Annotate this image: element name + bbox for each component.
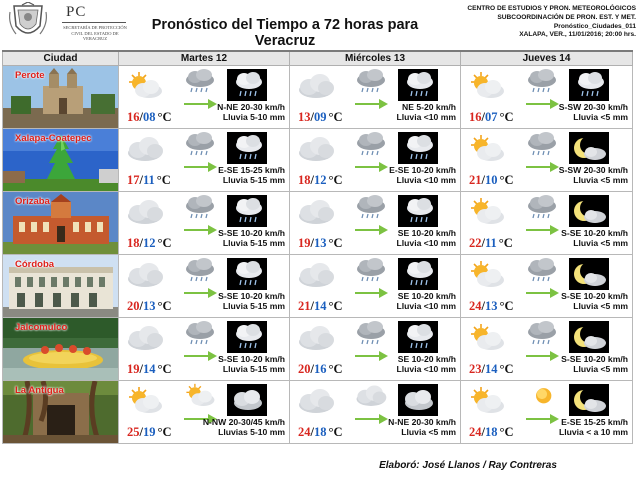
col-header-city: Ciudad [3,51,119,65]
wind-rain-info [561,228,628,248]
night-rain-icon [227,195,267,227]
rain-cloud-icon [354,131,388,157]
temp-separator: / [481,235,485,250]
temp-min: 08 [142,109,156,124]
rain-text: Lluvia <5 mm [573,237,628,248]
sun-cloud-icon [183,383,217,409]
footer-credits: Elaboró: José Llanos / Ray Contreras [379,460,557,471]
wind-rain-info [203,417,285,437]
wind-text: N-NW 20-30/45 km/h [202,416,285,427]
night-rain-icon [227,258,267,290]
city-name: Jalcomulco [15,321,68,333]
temperature [469,236,513,251]
arrow-right-icon [183,222,217,232]
forecast-cell [290,65,461,128]
cloud-icon [296,323,336,353]
table-header-row [3,51,633,65]
wind-rain-info [218,291,285,311]
rain-cloud-icon [183,131,217,157]
temp-unit: °C [157,109,172,124]
arrow-right-icon [525,411,559,421]
city-photo-frame [3,255,118,317]
temp-unit: °C [157,235,172,250]
temperature [469,110,514,125]
rain-text: Lluvia <10 mm [396,300,456,311]
temp-max: 20 [127,298,140,313]
rain-text: Lluvia 5-10 mm [222,111,285,122]
temp-max: 20 [298,361,311,376]
forecast-cell [461,65,633,128]
night-cloud-icon [227,384,267,416]
city-photo-frame [3,129,118,191]
temperature [127,110,172,125]
forecast-cell [461,254,633,317]
forecast-cell [290,128,461,191]
city-cell [3,317,119,380]
rain-cloud-icon [525,194,559,220]
rain-cloud-icon [525,68,559,94]
temp-separator: / [310,235,314,250]
temp-unit: °C [156,172,171,187]
temp-max: 24 [469,424,482,439]
temp-min: 09 [313,109,327,124]
forecast-cell [119,128,290,191]
wind-text: S-SE 10-20 km/h [561,290,628,301]
temp-max: 16 [469,109,482,124]
cloud-icon [354,383,388,409]
temp-min: 13 [313,235,327,250]
night-rain-icon [398,69,438,101]
wind-text: NE 5-20 km/h [402,101,456,112]
temp-unit: °C [498,235,513,250]
rain-cloud-icon [183,257,217,283]
rain-cloud-icon [525,131,559,157]
wind-rain-info [397,102,456,122]
rain-text: Lluvia 5-15 mm [222,237,285,248]
arrow-right-icon [354,222,388,232]
sun-cloud-icon [125,71,165,101]
table-row [3,191,633,254]
forecast-cell [119,191,290,254]
sun-icon [525,383,559,409]
forecast-cell [290,317,461,380]
sun-cloud-icon [467,386,507,416]
org-line: CENTRO DE ESTUDIOS Y PRON. METEOROLÓGICOS [467,5,636,12]
wind-text: N-NE 20-30 km/h [217,101,285,112]
temperature [127,299,172,314]
table-row [3,254,633,317]
night-rain-icon [398,195,438,227]
temperature [127,236,172,251]
wind-rain-info [218,354,285,374]
forecast-cell [290,191,461,254]
rain-cloud-icon [525,257,559,283]
rain-text: Lluvia <10 mm [396,363,456,374]
temp-max: 18 [127,235,140,250]
temp-max: 24 [298,424,311,439]
city-cell [3,191,119,254]
temperature [127,425,172,440]
cloud-icon [296,260,336,290]
city-name: Orizaba [15,195,50,207]
temperature [298,236,343,251]
temp-unit: °C [157,298,172,313]
sun-cloud-icon [467,197,507,227]
temp-separator: / [310,424,314,439]
city-name: Córdoba [15,258,55,270]
city-photo-frame [3,318,118,380]
wind-text: SE 10-20 km/h [397,353,456,364]
temp-unit: °C [328,235,343,250]
col-header-day: Miércoles 13 [290,51,461,65]
temp-min: 10 [484,172,498,187]
night-moon-icon [569,132,609,164]
forecast-cell [119,380,290,443]
arrow-right-icon [183,159,217,169]
sun-cloud-icon [467,260,507,290]
wind-text: S-SW 20-30 km/h [558,164,628,175]
org-info [430,5,636,40]
city-cell [3,65,119,128]
temp-max: 25 [127,424,140,439]
table-row [3,317,633,380]
temp-min: 13 [142,298,156,313]
temp-separator: / [139,109,143,124]
temp-min: 07 [484,109,498,124]
wind-text: S-SE 10-20 km/h [218,353,285,364]
rain-cloud-icon [183,320,217,346]
temp-min: 18 [313,424,327,439]
night-rain-icon [569,69,609,101]
temp-min: 11 [484,235,497,250]
wind-text: N-NE 20-30 km/h [388,416,456,427]
header [0,0,640,52]
temp-unit: °C [499,172,514,187]
rain-cloud-icon [354,68,388,94]
night-rain-icon [398,132,438,164]
night-rain-icon [227,321,267,353]
temperature [298,173,343,188]
wind-text: SE 10-20 km/h [397,227,456,238]
logo-divider [62,22,126,23]
temp-min: 18 [484,424,498,439]
cloud-icon [125,260,165,290]
temp-max: 24 [469,298,482,313]
temp-max: 19 [127,361,140,376]
wind-text: S-SW 20-30 km/h [558,101,628,112]
forecast-cell [290,254,461,317]
temp-separator: / [139,172,143,187]
page-title: Pronóstico del Tiempo a 72 horas para Veracruz [151,17,419,49]
night-moon-icon [569,258,609,290]
temp-min: 14 [313,298,327,313]
cloud-icon [125,134,165,164]
wind-rain-info [397,354,456,374]
arrow-right-icon [354,285,388,295]
org-line: XALAPA, VER., 11/01/2016; 20:00 hrs. [519,31,636,39]
temp-max: 16 [127,109,140,124]
temp-separator: / [481,298,485,313]
rain-text: Lluvia <10 mm [396,237,456,248]
wind-rain-info [218,165,285,185]
temp-separator: / [139,298,143,313]
arrow-right-icon [354,159,388,169]
wind-text: S-SE 10-20 km/h [561,353,628,364]
temp-separator: / [481,361,485,376]
arrow-right-icon [525,285,559,295]
temp-unit: °C [328,298,343,313]
rain-text: Lluvia <10 mm [396,174,456,185]
arrow-right-icon [183,96,217,106]
crest-icon [6,2,50,42]
wind-rain-info [561,354,628,374]
temperature [127,362,172,377]
temp-unit: °C [499,298,514,313]
temp-min: 13 [484,298,498,313]
temp-separator: / [139,424,143,439]
rain-cloud-icon [354,194,388,220]
temperature [298,299,343,314]
forecast-cell [461,380,633,443]
wind-text: E-SE 15-25 km/h [561,416,628,427]
arrow-right-icon [525,348,559,358]
rain-text: Lluvia <5 mm [573,111,628,122]
col-header-day: Martes 12 [119,51,290,65]
temperature [469,173,514,188]
wind-rain-info [389,165,456,185]
temp-min: 16 [313,361,327,376]
temp-max: 21 [469,172,482,187]
night-cloud-icon [398,384,438,416]
temperature [469,362,514,377]
wind-rain-info [561,291,628,311]
rain-text: Lluvias 5-10 mm [218,426,285,437]
rain-text: Lluvia <10 mm [396,111,456,122]
temp-separator: / [310,361,314,376]
wind-text: S-SE 10-20 km/h [218,227,285,238]
temp-max: 18 [298,172,311,187]
wind-rain-info [388,417,456,437]
forecast-cell [290,380,461,443]
night-rain-icon [398,321,438,353]
temp-min: 12 [142,235,156,250]
wind-rain-info [397,228,456,248]
temperature [298,110,343,125]
temp-separator: / [481,424,485,439]
temp-min: 14 [484,361,498,376]
wind-text: S-SE 10-20 km/h [561,227,628,238]
cloud-icon [296,197,336,227]
temp-min: 11 [142,172,155,187]
city-cell [3,254,119,317]
forecast-cell [461,128,633,191]
temp-separator: / [139,361,143,376]
night-rain-icon [398,258,438,290]
temp-max: 13 [298,109,311,124]
table-row [3,65,633,128]
rain-text: Lluvia <5 mm [401,426,456,437]
night-rain-icon [227,132,267,164]
temp-unit: °C [328,172,343,187]
temp-separator: / [310,172,314,187]
sun-cloud-icon [467,71,507,101]
wind-rain-info [559,165,628,185]
wind-rain-info [559,102,628,122]
pc-logo [6,2,126,42]
cloud-icon [296,134,336,164]
rain-text: Lluvia < a 10 mm [558,426,628,437]
temp-separator: / [310,298,314,313]
city-name: Xalapa-Coatepec [15,132,92,144]
rain-text: Lluvia 5-15 mm [222,174,285,185]
night-moon-icon [569,321,609,353]
cloud-icon [125,197,165,227]
temp-unit: °C [499,109,514,124]
night-moon-icon [569,195,609,227]
temp-unit: °C [328,109,343,124]
wind-rain-info [218,228,285,248]
night-moon-icon [569,384,609,416]
temp-min: 12 [313,172,327,187]
temperature [298,362,343,377]
logo-subtext: SECRETARÍA DE PROTECCIÓN CIVIL DEL ESTADO DE VERACRUZ [63,25,127,41]
temp-unit: °C [328,361,343,376]
rain-text: Lluvia <5 mm [573,174,628,185]
arrow-right-icon [354,348,388,358]
temp-max: 22 [469,235,482,250]
org-line: Pronóstico_Ciudades_011 [553,22,636,30]
wind-text: SE 10-20 km/h [397,290,456,301]
rain-cloud-icon [354,320,388,346]
sun-cloud-icon [467,134,507,164]
wind-rain-info [217,102,285,122]
temperature [469,299,514,314]
forecast-cell [119,254,290,317]
city-name: La Antigua [15,384,64,396]
forecast-cell [119,65,290,128]
forecast-cell [461,317,633,380]
logo-text: PC [66,4,87,20]
temp-separator: / [481,172,485,187]
temp-separator: / [139,235,143,250]
temperature [298,425,343,440]
temp-separator: / [481,109,485,124]
arrow-right-icon [183,285,217,295]
forecast-table [2,50,633,444]
temp-max: 23 [469,361,482,376]
arrow-right-icon [525,222,559,232]
night-rain-icon [227,69,267,101]
rain-text: Lluvia <5 mm [573,300,628,311]
temp-unit: °C [157,361,172,376]
temp-min: 14 [142,361,156,376]
arrow-right-icon [183,348,217,358]
cloud-icon [296,386,336,416]
temp-unit: °C [499,424,514,439]
sun-cloud-icon [467,323,507,353]
col-header-day: Jueves 14 [461,51,633,65]
arrow-right-icon [525,96,559,106]
table-row [3,380,633,443]
org-line: SUBCOORDINACIÓN DE PRON. EST. Y MET. [497,13,636,21]
arrow-right-icon [525,159,559,169]
city-name: Perote [15,69,45,81]
forecast-cell [461,191,633,254]
cloud-icon [296,71,336,101]
arrow-right-icon [354,411,388,421]
temp-unit: °C [499,361,514,376]
cloud-icon [125,323,165,353]
table-row [3,128,633,191]
rain-text: Lluvia 5-15 mm [222,363,285,374]
sun-cloud-icon [125,386,165,416]
wind-text: E-SE 15-25 km/h [218,164,285,175]
rain-cloud-icon [183,194,217,220]
wind-text: E-SE 10-20 km/h [389,164,456,175]
city-cell [3,380,119,443]
rain-cloud-icon [525,320,559,346]
arrow-right-icon [354,96,388,106]
temp-max: 19 [298,235,311,250]
rain-text: Lluvia 5-15 mm [222,300,285,311]
temp-separator: / [310,109,314,124]
rain-cloud-icon [183,68,217,94]
city-photo-frame [3,381,118,443]
rain-cloud-icon [354,257,388,283]
temp-unit: °C [157,424,172,439]
temperature [127,173,171,188]
temp-unit: °C [328,424,343,439]
city-cell [3,128,119,191]
wind-rain-info [559,417,628,437]
temp-max: 17 [127,172,140,187]
wind-text: S-SE 10-20 km/h [218,290,285,301]
temperature [469,425,514,440]
city-photo-frame [3,192,118,254]
wind-rain-info [397,291,456,311]
temp-min: 19 [142,424,156,439]
forecast-cell [119,317,290,380]
rain-text: Lluvia <5 mm [573,363,628,374]
temp-max: 21 [298,298,311,313]
city-photo-frame [3,66,118,128]
